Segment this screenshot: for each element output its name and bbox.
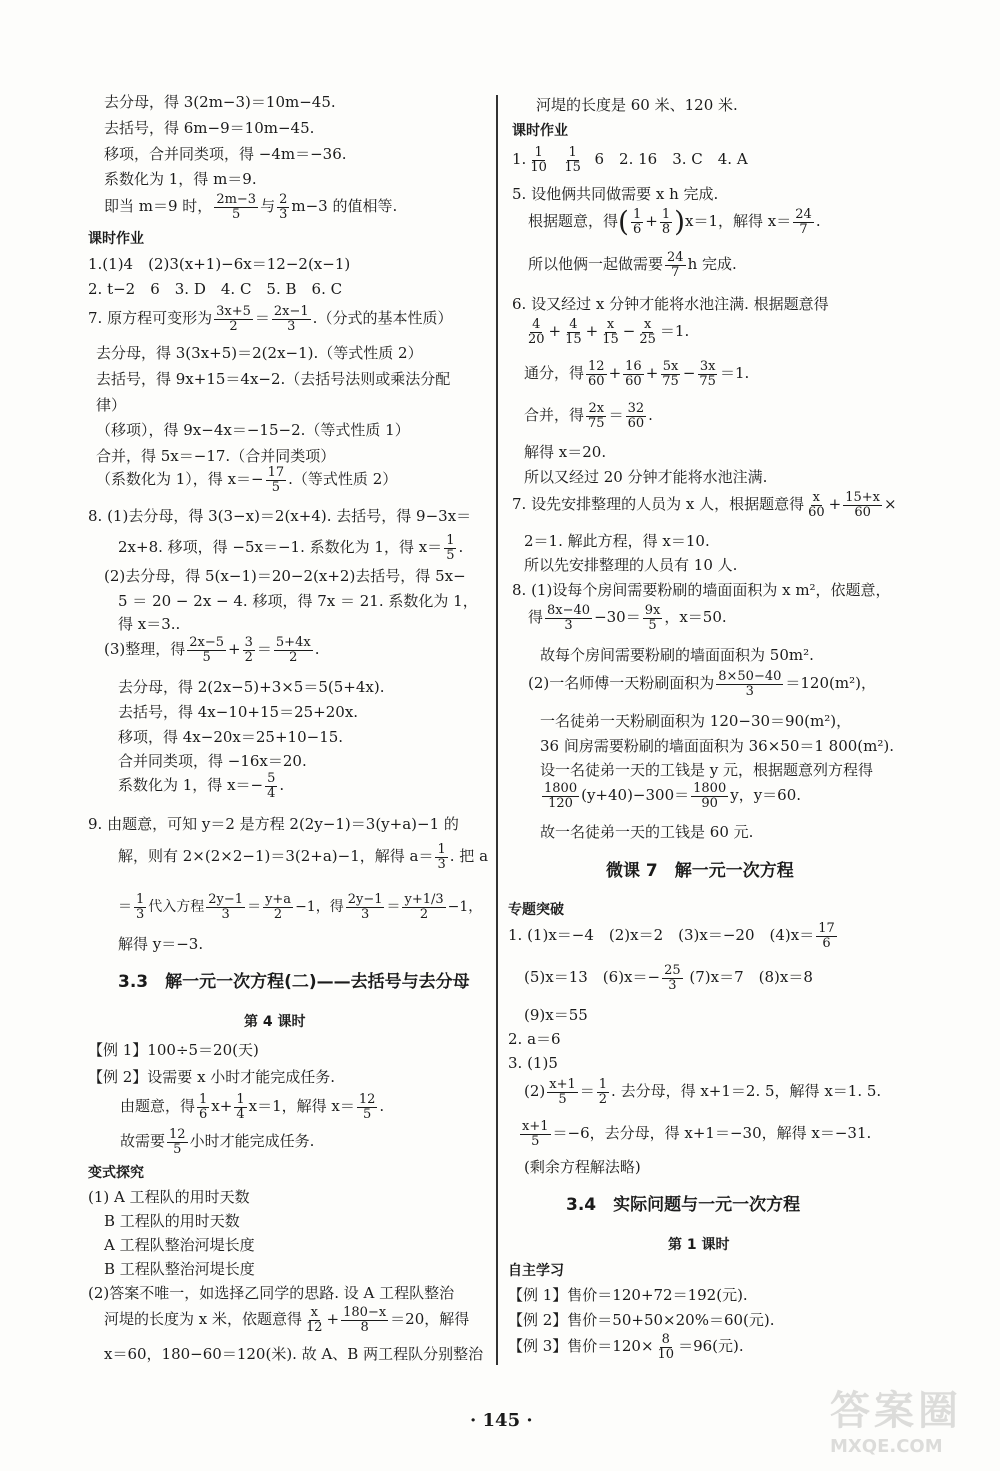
text-line: 【例 2】售价＝50+50×20%＝60(元). — [508, 1311, 775, 1329]
text-line: 去分母，得 3(3x+5)＝2(2x−1).（等式性质 2） — [96, 344, 423, 362]
text-line: 去分母，得 3(2m−3)＝10m−45. — [104, 93, 336, 111]
text-line: 所以又经过 20 分钟才能将水池注满. — [524, 468, 768, 486]
text-line: 【例 1】售价＝120+72＝192(元). — [508, 1286, 748, 1304]
text-line: (2)一名师傅一天粉刷面积为 $\frac{8\times 50-40}{3}$ ＝120(m²)， — [528, 669, 876, 699]
text-line: 2＝1. 解此方程，得 x＝10. — [524, 532, 710, 550]
text-line: 【例 3】售价＝120× $\frac{8}{10}$ ＝96(元). — [508, 1332, 744, 1362]
text-line: 由题意，得 $\frac{1}{6}$ x+ $\frac{1}{4}$ x＝1，解得 x＝ $\frac{12}{5}$ . — [120, 1092, 385, 1122]
text-line: 6. 设又经过 x 分钟才能将水池注满. 根据题意得 — [512, 295, 829, 313]
section-heading: 课时作业 — [512, 123, 568, 139]
watermark-url: MXQE.COM — [830, 1436, 943, 1457]
watermark-text: 答案圈 — [830, 1388, 962, 1434]
text-line: B 工程队整治河堤长度 — [104, 1260, 255, 1278]
text-line: 所以他俩一起做需要 $\frac{24}{7}$ h 完成. — [528, 250, 737, 280]
text-line: 【例 1】100÷5＝20(天) — [88, 1041, 259, 1059]
text-line: 合并，得 $\frac{2x}{75}$ ＝ $\frac{32}{60}$ . — [524, 401, 653, 431]
text-line: 故一名徒弟一天的工钱是 60 元. — [540, 823, 754, 841]
text-line: 去分母，得 2(2x−5)+3×5＝5(5+4x). — [118, 678, 385, 696]
text-line: 3. (1)5 — [508, 1054, 558, 1072]
text-line: $\frac{1800}{120}$ (y+40)−300＝ $\frac{1800}{90}$ y，y＝60. — [544, 781, 802, 811]
text-line: $\frac{x+1}{5}$ ＝−6，去分母，得 x+1＝−30，解得 x＝−31. — [522, 1119, 872, 1149]
text-line: 7. 设先安排整理的人员为 x 人，根据题意得 $\frac{x}{60}$ + $\frac{15+x}{60}$ × — [512, 490, 897, 520]
text-line: ＝ $\frac{1}{3}$ 代入方程 $\frac{2y-1}{3}$ ＝ $\frac{y+a}{2}$ −1，得 $\frac{2y-1}{3}$ ＝ $\frac{y+1/3}{2}$ −1， — [118, 892, 483, 922]
text-line: 5. 设他俩共同做需要 x h 完成. — [512, 185, 719, 203]
text-line: (2)答案不唯一，如选择乙同学的思路. 设 A 工程队整治 — [88, 1284, 455, 1302]
text-line: （系数化为 1），得 x＝− $\frac{17}{5}$ .（等式性质 2） — [96, 465, 398, 495]
text-line: 得 x＝3.. — [118, 615, 181, 633]
text-line: 2. t−2 6 3. D 4. C 5. B 6. C — [88, 280, 343, 298]
text-line: 2x+8. 移项，得 −5x＝−1. 系数化为 1，得 x＝ $\frac{1}{5}$ . — [118, 533, 464, 563]
text-line: 通分，得 $\frac{12}{60}$ + $\frac{16}{60}$ + $\frac{5x}{75}$ − $\frac{3x}{75}$ ＝1. — [524, 359, 750, 389]
text-line: 2. a＝6 — [508, 1030, 561, 1048]
text-line: 1. (1)x＝−4 (2)x＝2 (3)x＝−20 (4)x＝ $\frac{17}{6}$ — [508, 921, 835, 951]
text-line: 即当 m＝9 时， $\frac{2m-3}{5}$ 与 $\frac{2}{3}$ m−3 的值相等. — [104, 192, 398, 222]
text-line: 移项，合并同类项，得 −4m＝−36. — [104, 145, 347, 163]
text-line: (2) $\frac{x+1}{5}$ ＝ $\frac{1}{2}$ . 去分母，得 x+1＝2. 5，解得 x＝1. 5. — [524, 1077, 882, 1107]
text-line: 1.(1)4 (2)3(x+1)−6x＝12−2(x−1) — [88, 255, 351, 273]
text-line: 河堤的长度是 60 米、120 米. — [536, 96, 738, 114]
text-line: （移项），得 9x−4x＝−15−2.（等式性质 1） — [96, 421, 410, 439]
text-line: (2)去分母，得 5(x−1)＝20−2(x+2)去括号，得 5x− — [104, 567, 466, 585]
text-line: B 工程队的用时天数 — [104, 1212, 240, 1230]
text-line: 故每个房间需要粉刷的墙面面积为 50m². — [540, 646, 814, 664]
section-heading: 课时作业 — [88, 231, 144, 247]
text-line: 9. 由题意，可知 y＝2 是方程 2(2y−1)＝3(y+a)−1 的 — [88, 815, 459, 833]
text-line: 7. 原方程可变形为 $\frac{3x+5}{2}$ ＝ $\frac{2x-1}{3}$ .（分式的基本性质） — [88, 304, 453, 334]
text-line: 合并同类项，得 −16x＝20. — [118, 752, 307, 770]
text-line: (5)x＝13 (6)x＝− $\frac{25}{3}$ (7)x＝7 (8)x＝8 — [524, 963, 813, 993]
text-line: 解得 y＝−3. — [118, 935, 204, 953]
section-heading: 自主学习 — [508, 1263, 564, 1279]
lesson-title: 第 4 课时 — [244, 1014, 306, 1030]
text-line: 合并，得 5x＝−17.（合并同类项） — [96, 447, 336, 465]
text-line: 所以先安排整理的人员有 10 人. — [524, 556, 738, 574]
text-line: A 工程队整治河堤长度 — [104, 1236, 255, 1254]
text-line: 系数化为 1，得 x＝− $\frac{5}{4}$ . — [118, 771, 285, 801]
section-title: 3.4 实际问题与一元一次方程 — [566, 1195, 801, 1215]
text-line: 解得 x＝20. — [524, 443, 607, 461]
text-line: (剩余方程解法略) — [524, 1158, 641, 1176]
text-line: 5 ＝ 20 − 2x − 4. 移项，得 7x ＝ 21. 系数化为 1， — [118, 592, 478, 610]
text-line: 去括号，得 6m−9＝10m−45. — [104, 119, 315, 137]
text-line: (1) A 工程队的用时天数 — [88, 1188, 250, 1206]
text-line: (3)整理，得 $\frac{2x-5}{5}$ + $\frac{3}{2}$ ＝ $\frac{5+4x}{2}$ . — [104, 635, 320, 665]
text-line: 【例 2】设需要 x 小时才能完成任务. — [88, 1068, 336, 1086]
text-line: 8. (1)去分母，得 3(3−x)＝2(x+4). 去括号，得 9−3x＝ — [88, 507, 472, 525]
text-line: 得 $\frac{8x-40}{3}$ −30＝ $\frac{9x}{5}$ ，x＝50. — [528, 603, 727, 633]
text-line: 故需要 $\frac{12}{5}$ 小时才能完成任务. — [120, 1127, 315, 1157]
lesson-title: 第 1 课时 — [668, 1237, 730, 1253]
watermark-logo — [830, 1379, 990, 1459]
text-line: x＝60，180−60＝120(米). 故 A、B 两工程队分别整治 — [104, 1345, 484, 1363]
text-line: 36 间房需要粉刷的墙面面积为 36×50＝1 800(m²). — [540, 737, 895, 755]
section-title: 3.3 解一元一次方程(二)——去括号与去分母 — [118, 972, 470, 992]
text-line: 1. $\frac{1}{10}$ $\frac{1}{15}$ 6 2. 16 3. C 4. A — [512, 145, 748, 175]
section-heading: 专题突破 — [508, 902, 564, 918]
section-heading: 变式探究 — [88, 1165, 144, 1181]
text-line: $\frac{4}{20}$ + $\frac{4}{15}$ + $\frac{x}{15}$ − $\frac{x}{25}$ ＝1. — [528, 317, 690, 347]
text-line: 律） — [96, 396, 127, 414]
text-line: 系数化为 1，得 m＝9. — [104, 170, 257, 188]
column-divider — [496, 95, 498, 1365]
text-line: (9)x＝55 — [524, 1006, 588, 1024]
text-line: 去括号，得 4x−10+15＝25+20x. — [118, 703, 359, 721]
text-line: 一名徒弟一天粉刷面积为 120−30＝90(m²)， — [540, 712, 852, 730]
section-title: 微课 7 解一元一次方程 — [606, 861, 794, 881]
text-line: 河堤的长度为 x 米，依题意得 $\frac{x}{12}$ + $\frac{180-x}{8}$ ＝20，解得 — [104, 1305, 470, 1335]
text-line: 去括号，得 9x+15＝4x−2.（去括号法则或乘法分配 — [96, 370, 451, 388]
text-line: 设一名徒弟一天的工钱是 y 元，根据题意列方程得 — [540, 761, 874, 779]
text-line: 移项，得 4x−20x＝25+10−15. — [118, 728, 344, 746]
page-number: · 145 · — [470, 1410, 533, 1431]
text-line: 8. (1)设每个房间需要粉刷的墙面面积为 x m²，依题意， — [512, 581, 891, 599]
text-line: 根据题意，得( $\frac{1}{6}$ + $\frac{1}{8}$ )x＝1，解得 x＝ $\frac{24}{7}$ . — [528, 205, 821, 239]
text-line: 解，则有 2×(2×2−1)＝3(2+a)−1，解得 a＝ $\frac{1}{3}$ . 把 a — [118, 842, 489, 872]
